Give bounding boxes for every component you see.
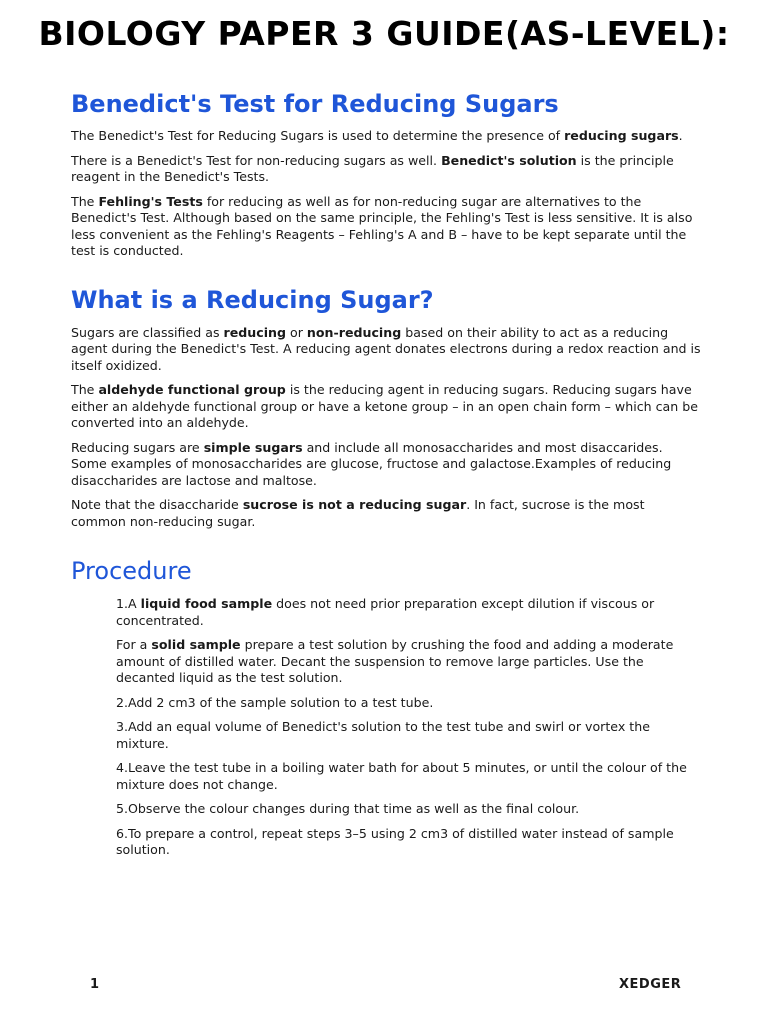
section-heading-procedure: Procedure xyxy=(71,557,192,585)
paragraph: Note that the disaccharide sucrose is not a reducing sugar. In fact, sucrose is the most common non-reducing sugar. xyxy=(71,497,645,529)
document-title: BIOLOGY PAPER 3 GUIDE(AS-LEVEL): xyxy=(38,14,730,53)
paragraph: There is a Benedict's Test for non-reducing sugars as well. Benedict's solution is the principle reagent in the Benedict's Tests. xyxy=(71,152,674,184)
section-heading-benedict: Benedict's Test for Reducing Sugars xyxy=(71,90,559,118)
section-heading-reducing-sugar: What is a Reducing Sugar? xyxy=(71,285,434,314)
procedure-step: For a solid sample prepare a test solution by crushing the food and adding a moderate amount of distilled water. Decant the suspension to remove large particles. Use the decanted liquid as the test solution. xyxy=(116,637,674,685)
procedure-step: 6.To prepare a control, repeat steps 3–5 using 2 cm3 of distilled water instead of sample solution. xyxy=(116,825,674,857)
procedure-step: 3.Add an equal volume of Benedict's solution to the test tube and swirl or vortex the mixture. xyxy=(116,719,650,751)
procedure-step: 5.Observe the colour changes during that time as well as the final colour. xyxy=(116,801,580,816)
procedure-step: 2.Add 2 cm3 of the sample solution to a test tube. xyxy=(116,694,434,710)
paragraph: Reducing sugars are simple sugars and include all monosaccharides and most disaccarides. Some examples of monosaccharides are glucose, fructose and galactose.Examples of reducing disaccharides are lactose and maltose. xyxy=(71,439,672,488)
paragraph: Sugars are classified as reducing or non-reducing based on their ability to act as a reducing agent during the Benedict's Test. A reducing agent donates electrons during a redox reaction and is itself oxidized. xyxy=(71,324,701,373)
document-body xyxy=(71,88,701,867)
page-number: 1 xyxy=(90,977,100,992)
procedure-steps xyxy=(71,596,701,859)
paragraph: The Benedict's Test for Reducing Sugars is used to determine the presence of reducing sugars. xyxy=(71,128,683,143)
paragraph: The aldehyde functional group is the reducing agent in reducing sugars. Reducing sugars have either an aldehyde functional group or have a ketone group – in an open chain form – which can be converted into an aldehyde. xyxy=(71,382,698,430)
procedure-step: 1.A liquid food sample does not need prior preparation except dilution if viscous or concentrated. xyxy=(116,596,655,628)
procedure-step: 4.Leave the test tube in a boiling water bath for about 5 minutes, or until the colour of the mixture does not change. xyxy=(116,760,687,792)
footer-brand: XEDGER xyxy=(619,977,682,992)
paragraph: The Fehling's Tests for reducing as well as for non-reducing sugar are alternatives to the Benedict's Test. Although based on the same principle, the Fehling's Test is less sensitive. It is also less convenient as the Fehling's Reagents – Fehling's A and B – have to be kept separate until the test is conducted. xyxy=(71,193,693,258)
